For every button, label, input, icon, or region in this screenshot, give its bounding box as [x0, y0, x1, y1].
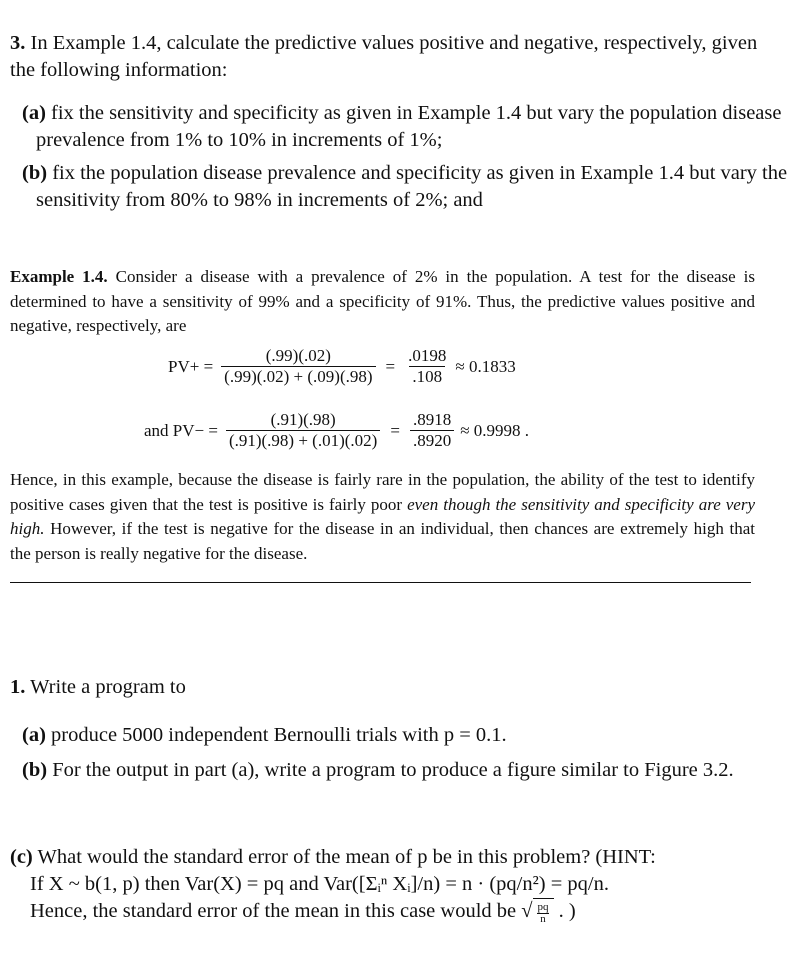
pv-positive-equation: PV+ = $\frac{(.99)(.02)}{(.99)(.02) + (.09)(.98)}$ = $\frac{.0198}{.108}$ ≈ 0.1833 — [168, 346, 516, 386]
problem-1b: (b) For the output in part (a), write a program to produce a figure similar to Figure 3.2. — [22, 759, 734, 781]
problem-3-number: 3. — [10, 32, 26, 54]
problem-3 — [10, 30, 775, 84]
pv-positive-lhs: PV+ = — [168, 356, 214, 376]
problem-1a: (a) produce 5000 independent Bernoulli trials with p = 0.1. — [22, 724, 507, 746]
sqrt-pq-over-n: √ $\frac{pq}{n}$ — [521, 898, 553, 926]
problem-1 — [10, 674, 186, 701]
example-label: Example 1.4. — [10, 267, 108, 286]
problem-3-text: In Example 1.4, calculate the predictive values positive and negative, respectively, given the following information: — [10, 32, 758, 81]
pv-positive-fraction-2: $\frac{.0198}{.108}$ — [408, 346, 447, 386]
pv-positive-result: ≈ 0.1833 — [455, 356, 516, 376]
section-divider — [10, 582, 751, 583]
pv-negative-lhs: and PV− = — [144, 420, 218, 440]
problem-3a-label: (a) — [22, 102, 46, 124]
example-text: Consider a disease with a prevalence of 2% in the population. A test for the disease is determined to have a sensitivity of 99% and a specificity of 91%. Thus, the predictive values positive and negative, respectively, are — [10, 267, 755, 335]
example-conclusion: Hence, in this example, because the disease is fairly rare in the population, the ability of the test to identify positive cases given that the test is positive is fairly poor even though the sensitivity and specificity are very high. However, if the test is negative for the disease in an individual, then chances are extremely high that the person is really negative for the disease. — [10, 470, 756, 563]
problem-3a-text: fix the sensitivity and specificity as given in Example 1.4 but vary the population disease prevalence from 1% to 10% in increments of 1%; — [36, 102, 782, 151]
problem-1c: (c) What would the standard error of the mean of p be in this problem? (HINT: If X ~ b(1, p) then Var(X) = pq and Var([Σᵢⁿ Xᵢ]/n) = n · (pq/n²) = pq/n. Hence, the standard error of the mean in this case would be √ $\frac{pq}{n}$ . ) — [10, 846, 656, 926]
pv-negative-result: ≈ 0.9998 . — [460, 420, 530, 440]
problem-3b — [10, 160, 788, 214]
problem-3b-label: (b) — [22, 162, 48, 184]
problem-1-text: Write a program to — [30, 676, 186, 698]
pv-negative-equation: and PV− = $\frac{(.91)(.98)}{(.91)(.98) + (.01)(.02)}$ = $\frac{.8918}{.8920}$ ≈ 0.9998 . — [144, 410, 530, 450]
problem-3a — [10, 100, 788, 154]
example-1-4 — [10, 265, 755, 339]
problem-3b-text: fix the population disease prevalence and specificity as given in Example 1.4 but vary the sensitivity from 80% to 98% in increments of 2%; and — [36, 162, 788, 211]
pv-positive-fraction: $\frac{(.99)(.02)}{(.99)(.02) + (.09)(.98)}$ — [221, 346, 375, 387]
pv-negative-fraction: $\frac{(.91)(.98)}{(.91)(.98) + (.01)(.02)}$ — [226, 410, 380, 451]
problem-1-number: 1. — [10, 676, 26, 698]
pv-negative-fraction-2: $\frac{.8918}{.8920}$ — [410, 410, 454, 451]
